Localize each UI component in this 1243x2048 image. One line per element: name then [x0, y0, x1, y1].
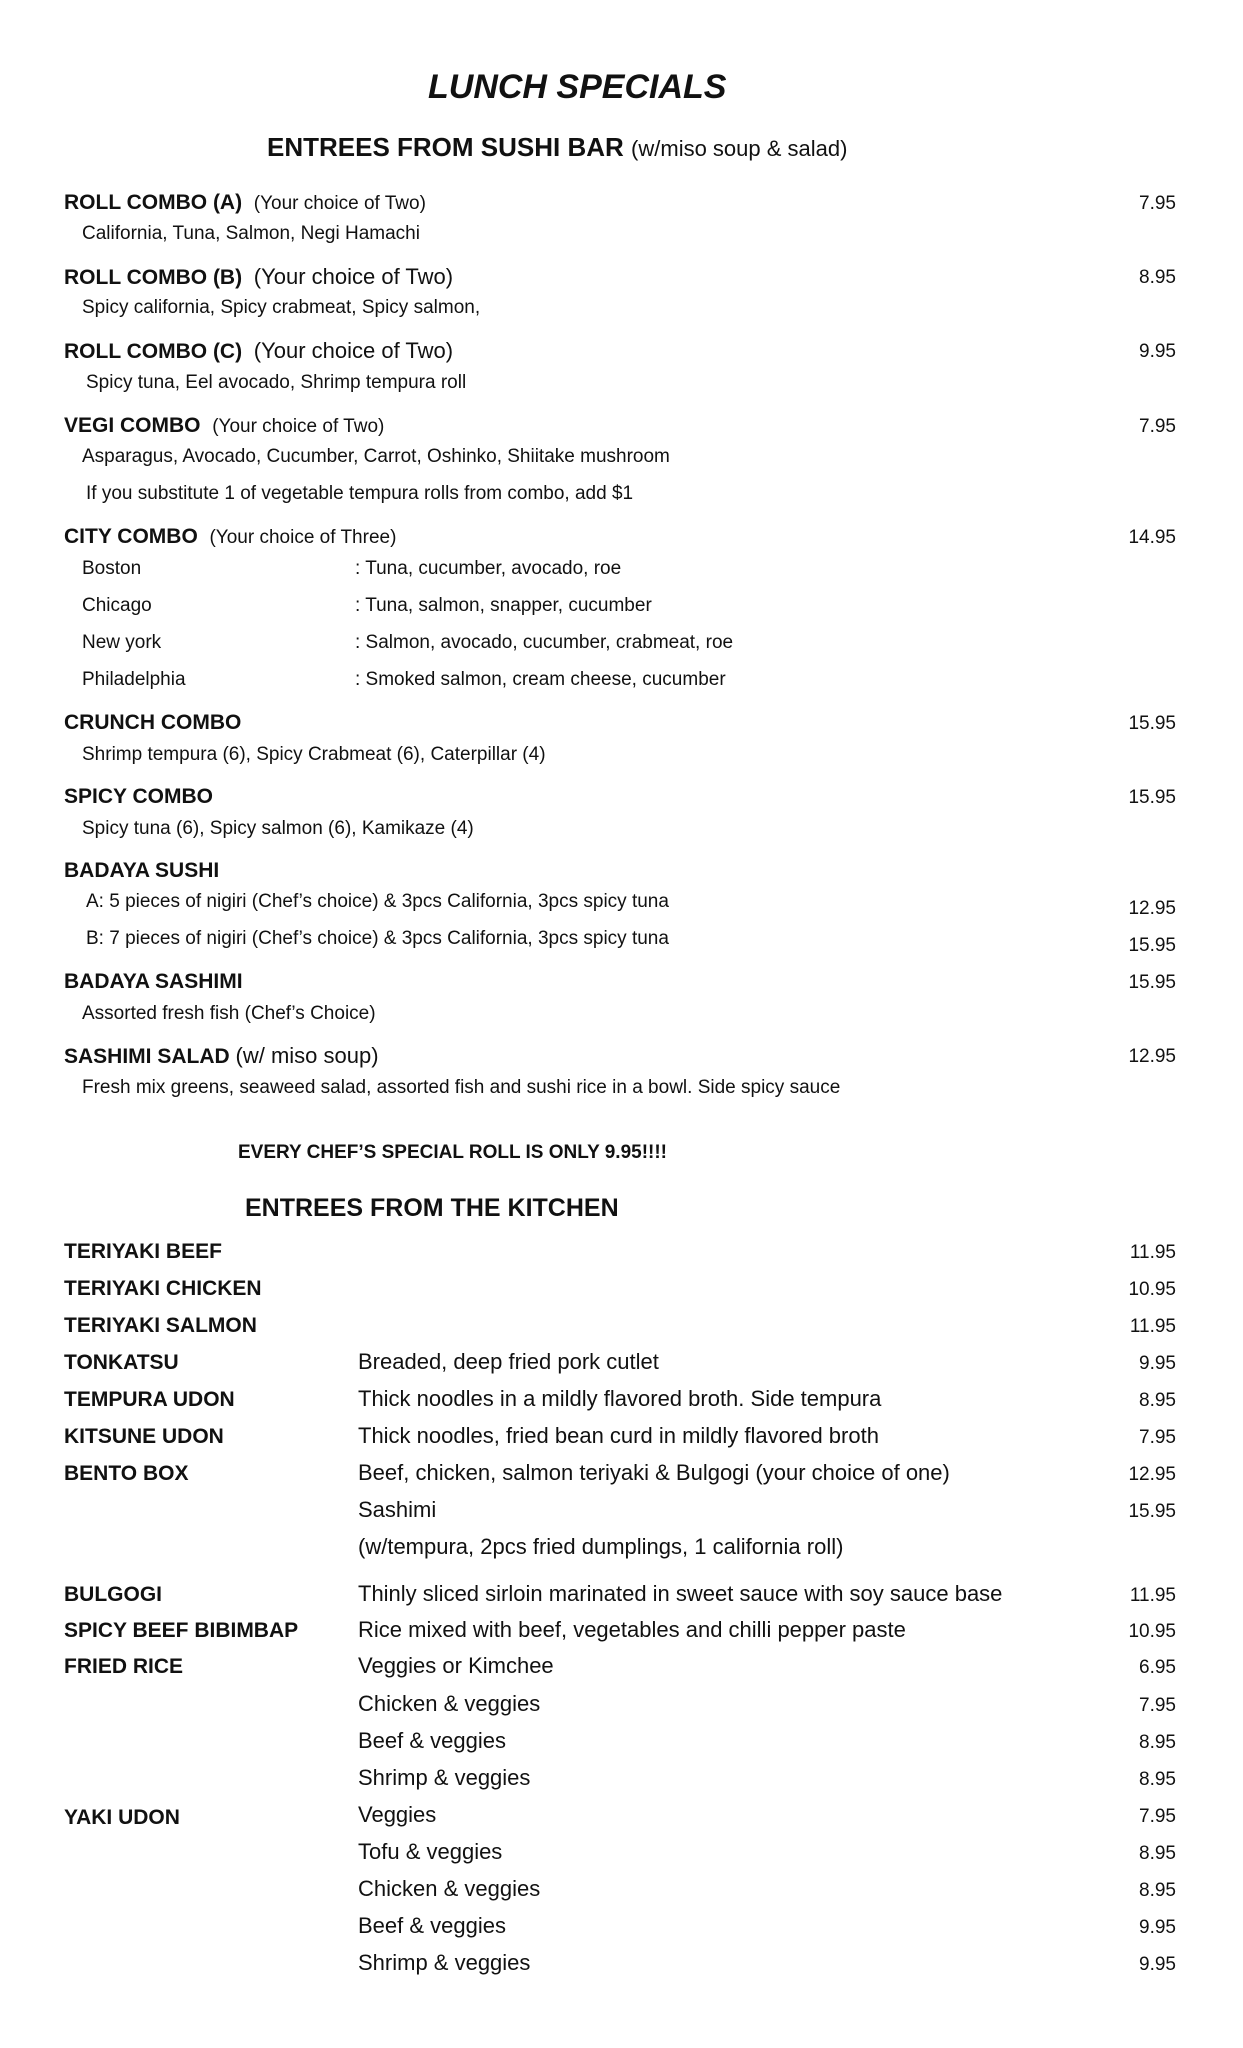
item-note: (Your choice of Two)	[253, 193, 426, 214]
item-price: 10.95	[1128, 1621, 1176, 1642]
item-name: CITY COMBO	[64, 525, 198, 548]
option-desc: Veggies	[358, 1802, 437, 1827]
item-desc: Asparagus, Avocado, Cucumber, Carrot, Oshinko, Shiitake mushroom	[82, 446, 670, 467]
tempura-udon-name: TEMPURA UDON	[64, 1388, 235, 1411]
sushi-bar-header-text: ENTREES FROM SUSHI BAR	[267, 132, 624, 162]
badaya-sushi-option-b: B: 7 pieces of nigiri (Chef’s choice) & 3pcs California, 3pcs spicy tuna	[86, 928, 669, 949]
bento-box-name: BENTO BOX	[64, 1462, 189, 1485]
yaki-udon-name: YAKI UDON	[64, 1806, 180, 1829]
item-price: 9.95	[1139, 1353, 1176, 1374]
option-desc: Chicken & veggies	[358, 1876, 541, 1901]
item-name: ROLL COMBO (A)	[64, 191, 243, 214]
item-desc: Assorted fresh fish (Chef’s Choice)	[82, 1003, 376, 1024]
sushi-bar-header-note: (w/miso soup & salad)	[631, 136, 848, 161]
item-price: 7.95	[1139, 193, 1176, 214]
option-desc: Shrimp & veggies	[358, 1950, 531, 1975]
badaya-sushi-option-a: A: 5 pieces of nigiri (Chef’s choice) & 3pcs California, 3pcs spicy tuna	[86, 891, 669, 912]
crunch-combo-name: CRUNCH COMBO	[64, 711, 242, 734]
item-desc: Shrimp tempura (6), Spicy Crabmeat (6), Caterpillar (4)	[82, 744, 546, 765]
option-price: 7.95	[1139, 1806, 1176, 1827]
item-note: (Your choice of Two)	[253, 264, 454, 289]
item-price: 8.95	[1139, 1390, 1176, 1411]
city-name: Philadelphia	[82, 669, 186, 690]
badaya-sashimi-name: BADAYA SASHIMI	[64, 970, 243, 993]
item-desc: California, Tuna, Salmon, Negi Hamachi	[82, 223, 420, 244]
item-desc: Rice mixed with beef, vegetables and chilli pepper paste	[358, 1617, 906, 1642]
city-name: Chicago	[82, 595, 152, 616]
spicy-combo-name: SPICY COMBO	[64, 785, 213, 808]
item-name: ROLL COMBO (B)	[64, 266, 243, 289]
badaya-sushi-name: BADAYA SUSHI	[64, 859, 220, 882]
option-price: 6.95	[1139, 1657, 1176, 1678]
roll-combo-b	[64, 266, 453, 288]
city-desc: : Tuna, cucumber, avocado, roe	[355, 558, 622, 579]
kitchen-header: ENTREES FROM THE KITCHEN	[245, 1194, 619, 1222]
option-desc: Beef & veggies	[358, 1913, 506, 1938]
item-desc: Sashimi	[358, 1497, 437, 1522]
item-price: 15.95	[1128, 935, 1176, 956]
option-price: 8.95	[1139, 1732, 1176, 1753]
item-desc: Thick noodles in a mildly flavored broth. Side tempura	[358, 1386, 882, 1411]
option-desc: Chicken & veggies	[358, 1691, 541, 1716]
bibimbap-name: SPICY BEEF BIBIMBAP	[64, 1619, 299, 1642]
option-desc: Beef & veggies	[358, 1728, 506, 1753]
teriyaki-salmon-name: TERIYAKI SALMON	[64, 1314, 257, 1337]
option-price: 9.95	[1139, 1954, 1176, 1975]
option-price: 8.95	[1139, 1769, 1176, 1790]
vegi-combo	[64, 415, 384, 436]
bulgogi-name: BULGOGI	[64, 1583, 162, 1606]
item-desc: Thick noodles, fried bean curd in mildly flavored broth	[358, 1423, 879, 1448]
item-price: 11.95	[1129, 1585, 1176, 1606]
item-price: 15.95	[1128, 713, 1176, 734]
item-desc: Spicy tuna, Eel avocado, Shrimp tempura roll	[86, 372, 467, 393]
chef-special-banner: EVERY CHEF’S SPECIAL ROLL IS ONLY 9.95!!!!	[238, 1142, 668, 1163]
item-price: 11.95	[1129, 1316, 1176, 1337]
item-desc: (w/tempura, 2pcs fried dumplings, 1 california roll)	[358, 1534, 844, 1559]
item-desc: Breaded, deep fried pork cutlet	[358, 1349, 659, 1374]
item-price: 12.95	[1128, 1046, 1176, 1067]
item-price: 14.95	[1128, 527, 1176, 548]
option-desc: Veggies or Kimchee	[358, 1653, 554, 1678]
page-title: LUNCH SPECIALS	[428, 68, 727, 106]
item-desc: Fresh mix greens, seaweed salad, assorted fish and sushi rice in a bowl. Side spicy sauce	[82, 1077, 841, 1098]
sashimi-salad	[64, 1045, 379, 1067]
kitsune-udon-name: KITSUNE UDON	[64, 1425, 224, 1448]
item-desc: Spicy california, Spicy crabmeat, Spicy salmon,	[82, 297, 481, 318]
roll-combo-a	[64, 192, 426, 213]
item-note: (w/ miso soup)	[235, 1043, 379, 1068]
item-note: (Your choice of Two)	[253, 338, 454, 363]
item-desc: Beef, chicken, salmon teriyaki & Bulgogi (your choice of one)	[358, 1460, 950, 1485]
item-name: VEGI COMBO	[64, 414, 201, 437]
option-desc: Tofu & veggies	[358, 1839, 503, 1864]
item-price: 15.95	[1128, 972, 1176, 993]
sushi-bar-header	[267, 134, 847, 160]
roll-combo-c	[64, 340, 453, 362]
teriyaki-chicken-name: TERIYAKI CHICKEN	[64, 1277, 262, 1300]
city-name: Boston	[82, 558, 142, 579]
teriyaki-beef-name: TERIYAKI BEEF	[64, 1240, 222, 1263]
item-desc: Thinly sliced sirloin marinated in sweet sauce with soy sauce base	[358, 1581, 1003, 1606]
option-desc: Shrimp & veggies	[358, 1765, 531, 1790]
item-price: 8.95	[1139, 267, 1176, 288]
item-price: 10.95	[1128, 1279, 1176, 1300]
city-combo	[64, 526, 396, 547]
item-note: (Your choice of Three)	[209, 527, 397, 548]
option-price: 7.95	[1139, 1695, 1176, 1716]
item-price: 15.95	[1128, 787, 1176, 808]
option-price: 8.95	[1139, 1880, 1176, 1901]
item-price: 15.95	[1128, 1501, 1176, 1522]
item-price: 9.95	[1139, 341, 1176, 362]
item-price: 12.95	[1128, 1464, 1176, 1485]
option-price: 8.95	[1139, 1843, 1176, 1864]
city-name: New york	[82, 632, 162, 653]
item-price: 7.95	[1139, 416, 1176, 437]
item-note: (Your choice of Two)	[212, 416, 385, 437]
fried-rice-name: FRIED RICE	[64, 1655, 184, 1678]
city-desc: : Tuna, salmon, snapper, cucumber	[355, 595, 652, 616]
item-extra-note: If you substitute 1 of vegetable tempura rolls from combo, add $1	[86, 483, 634, 504]
item-price: 11.95	[1129, 1242, 1176, 1263]
item-price: 7.95	[1139, 1427, 1176, 1448]
item-name: ROLL COMBO (C)	[64, 340, 243, 363]
tonkatsu-name: TONKATSU	[64, 1351, 179, 1374]
city-desc: : Salmon, avocado, cucumber, crabmeat, roe	[355, 632, 734, 653]
option-price: 9.95	[1139, 1917, 1176, 1938]
city-desc: : Smoked salmon, cream cheese, cucumber	[355, 669, 726, 690]
item-price: 12.95	[1128, 898, 1176, 919]
item-desc: Spicy tuna (6), Spicy salmon (6), Kamikaze (4)	[82, 818, 474, 839]
item-name: SASHIMI SALAD	[64, 1045, 230, 1068]
